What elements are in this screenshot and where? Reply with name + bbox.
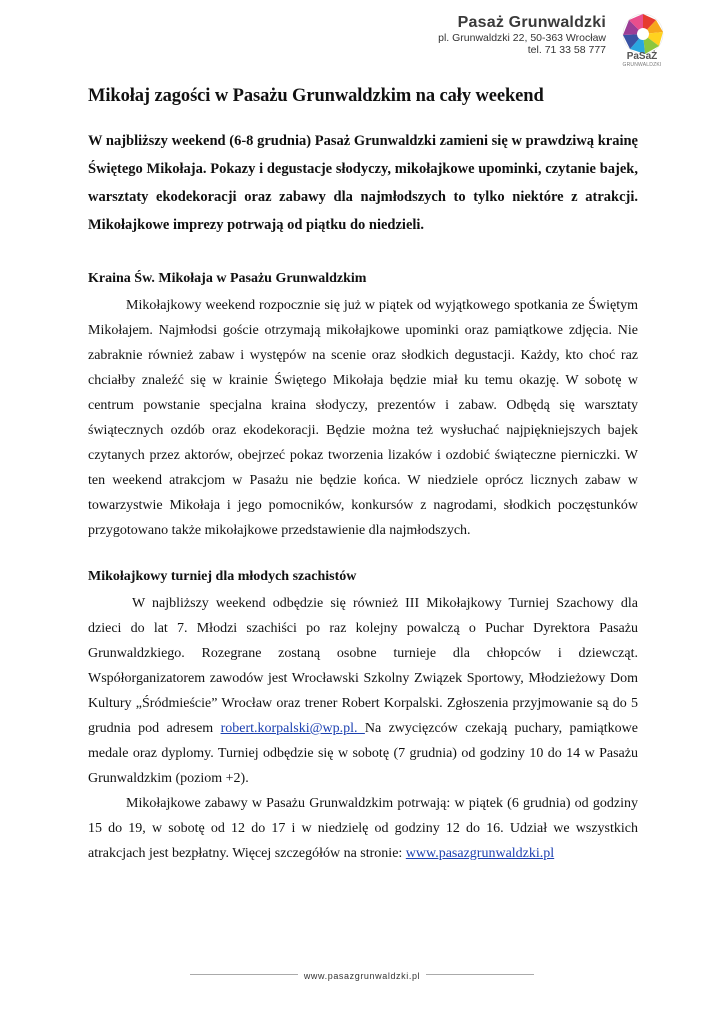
- logo-text: PaSaŻ: [626, 51, 658, 62]
- footer-url: www.pasazgrunwaldzki.pl: [298, 971, 426, 981]
- website-link[interactable]: www.pasazgrunwaldzki.pl: [405, 846, 555, 861]
- section-paragraph-kraina: Mikołajkowy weekend rozpocznie się już w piątek od wyjątkowego spotkania ze Świętym Mikołajem. Najmłodsi goście otrzymają mikołajkowe upominki oraz pamiątkowe zdjęcia. Nie zabraknie również zabaw i występów na scenie oraz słodkich degustacji. Każdy, kto choć raz chciałby znaleźć się w krainie Świętego Mikołaja będzie miał ku temu okazję. W sobotę w centrum powstanie specjalna kraina słodyczy, prezentów i zabaw. Odbędą się warsztaty świątecznych ozdób oraz ekodekoracji. Będzie można też wysłuchać najpiękniejszych bajek czytanych przez aktorów, obejrzeć pokaz tworzenia lizaków i ozdobić świąteczne pierniczki. W ten weekend atrakcjom w Pasażu nie będzie końca. W niedziele oprócz licznych zabaw w towarzystwie Mikołaja i jego pomocników, konkursów z nagrodami, słodkich poczęstunków przygotowano także mikołajkowe przedstawienie dla najmłodszych.: [88, 298, 638, 538]
- brand-name: Pasaż Grunwaldzki: [457, 14, 606, 31]
- turniej-text-before: W najbliższy weekend odbędzie się również III Mikołajkowy Turniej Szachowy dla dzieci do lat 7. Młodzi szachiści po raz kolejny powalczą o Puchar Dyrektora Pasażu Grunwaldzkiego. Rozegrane zostaną osobne turnieje dla chłopców i dziewcząt. Współorganizatorem zawodów jest Wrocławski Szkolny Związek Sportowy, Młodzieżowy Dom Kultury „Śródmieście” Wrocław oraz trener Robert Korpalski. Zgłoszenia przyjmowanie są do 5 grudnia pod adresem: [88, 596, 638, 736]
- logo-wordmark: [618, 52, 666, 68]
- document-title: Mikołaj zagości w Pasażu Grunwaldzkim na cały weekend: [88, 86, 544, 106]
- section-heading-turniej: Mikołajkowy turniej dla młodych szachistów: [88, 569, 357, 584]
- schedule-text: Mikołajkowe zabawy w Pasażu Grunwaldzkim potrwają: w piątek (6 grudnia) od godziny 15 do 19, w sobotę od 12 do 17 i w niedzielę od godziny 12 do 16. Udział we wszystkich atrakcjach jest bezpłatny. Więcej szczegółów na stronie:: [88, 796, 638, 861]
- letterhead: [438, 14, 606, 56]
- section-paragraph-turniej: [88, 591, 638, 791]
- section-heading-kraina: Kraina Św. Mikołaja w Pasażu Grunwaldzkim: [88, 271, 367, 286]
- page-footer: [0, 966, 724, 984]
- brand-phone: tel. 71 33 58 777: [527, 44, 606, 56]
- logo-subtext: GRUNWALDZKI: [622, 62, 662, 68]
- lead-paragraph: W najbliższy weekend (6-8 grudnia) Pasaż Grunwaldzki zamieni się w prawdziwą krainę Świętego Mikołaja. Pokazy i degustacje słodyczy, mikołajkowe upominki, czytanie bajek, warsztaty ekodekoracji oraz zabawy dla najmłodszych to tylko niektóre z atrakcji. Mikołajkowe imprezy potrwają od piątku do niedzieli.: [88, 133, 638, 233]
- document-body: [88, 86, 638, 866]
- brand-address: pl. Grunwaldzki 22, 50-363 Wrocław: [438, 32, 606, 44]
- section-paragraph-schedule: [88, 791, 638, 866]
- turniej-text-after: Na zwycięzców czekają puchary, pamiątkowe medale oraz dyplomy. Turniej odbędzie się w sobotę (7 grudnia) od godziny 10 do 14 w Pasażu Grunwaldzkim (poziom +2).: [88, 721, 638, 786]
- email-link[interactable]: robert.korpalski@wp.pl.: [220, 721, 365, 736]
